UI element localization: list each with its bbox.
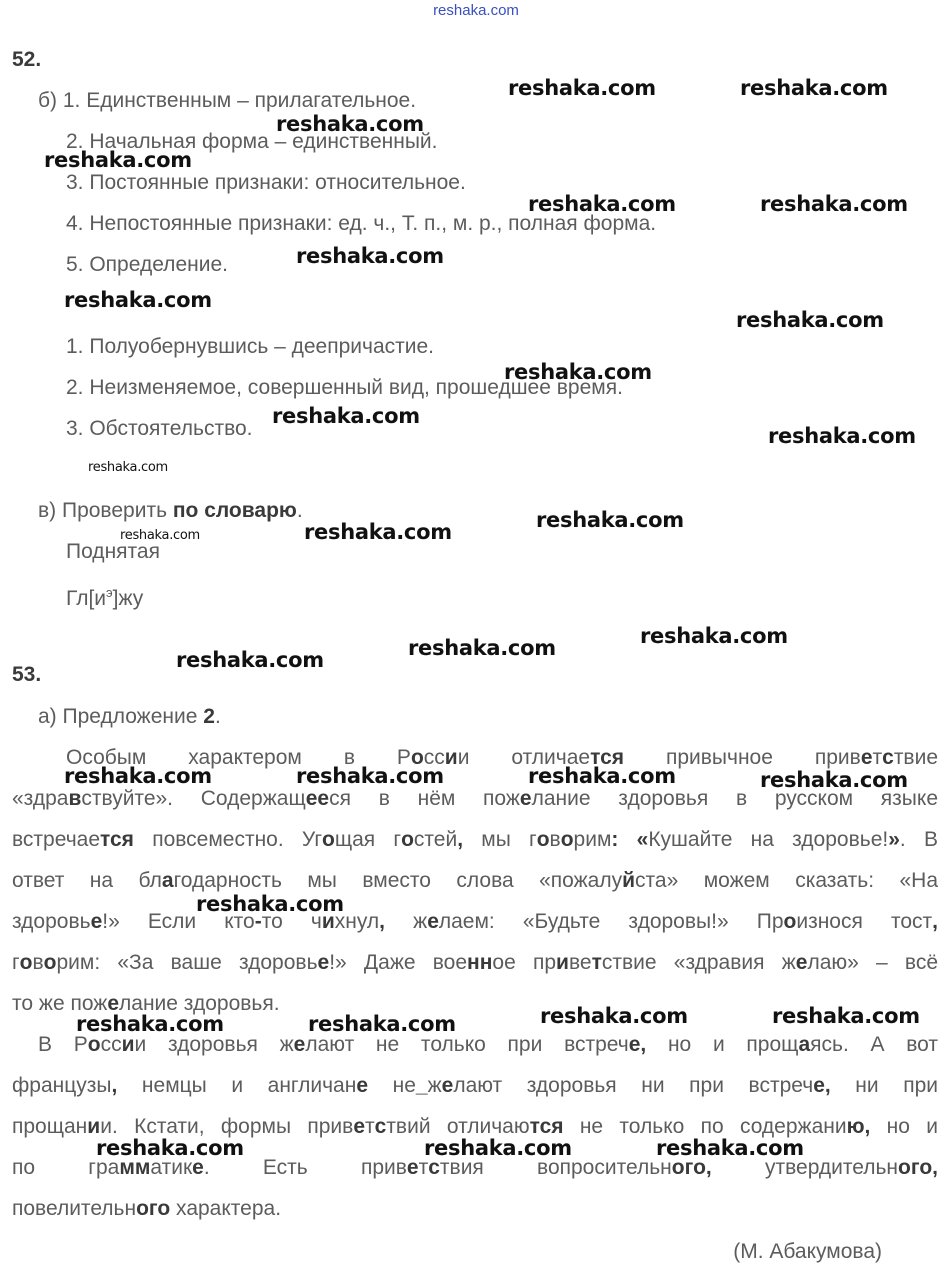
ex52-v-word-2-b: ]жу	[112, 587, 144, 610]
ex53-text-line: говорим: «За ваше здоровье!» Даже военное приветствие «здравия желаю» – всё	[12, 951, 938, 974]
watermark: reshaka.com	[540, 1004, 688, 1028]
watermark: reshaka.com	[304, 520, 452, 544]
ex52-b-line-1: б) 1. Единственным – прилагательное.	[38, 89, 417, 112]
ex52-b-line-3: 3. Постоянные признаки: относительное.	[66, 171, 466, 194]
watermark: reshaka.com	[640, 624, 788, 648]
ex52-b-line-4: 4. Непостоянные признаки: ед. ч., Т. п., м. р., полная форма.	[66, 212, 657, 235]
ex53-a-prefix: а) Предложение	[38, 705, 204, 728]
watermark: reshaka.com	[64, 764, 212, 788]
watermark: reshaka.com	[176, 648, 324, 672]
exercise-52-number: 52.	[12, 48, 42, 71]
ex53-text-line: «здравствуйте». Содержащееся в нём пожелание здоровья в русском языке	[12, 787, 939, 810]
author: (М. Абакумова)	[733, 1240, 882, 1263]
ex52-v-line	[38, 498, 303, 524]
ex53-text-line: Особым характером в России отличается привычное приветствие	[66, 746, 938, 769]
ex53-a-bold: 2	[203, 705, 215, 728]
ex53-text-line: то же пожелание здоровья.	[12, 992, 280, 1015]
ex53-text-line: прощании. Кстати, формы приветствий отличаются не только по содержанию, но и	[12, 1115, 938, 1138]
ex52-b-line-2: 2. Начальная форма – единственный.	[66, 130, 438, 153]
ex53-a-suffix: .	[214, 705, 221, 728]
watermark-small: reshaka.com	[120, 528, 200, 543]
watermark: reshaka.com	[308, 1012, 456, 1036]
ex52-v-prefix: в) Проверить	[38, 499, 173, 522]
ex53-text-line: по грамматике. Есть приветствия вопросительного, утвердительного,	[12, 1156, 938, 1179]
watermark: reshaka.com	[408, 636, 556, 660]
watermark: reshaka.com	[740, 76, 888, 100]
ex53-text-line: встречается повсеместно. Угощая гостей, мы говорим: «Кушайте на здоровье!». В	[12, 828, 938, 851]
ex53-text-line: В России здоровья желают не только при встрече, но и прощаясь. А вот	[38, 1033, 938, 1056]
ex52-v-word-2-a: Гл[и	[66, 587, 107, 610]
ex53-text-line: здоровье!» Если кто-то чихнул, желаем: «Будьте здоровы!» Произнося тост,	[12, 910, 938, 933]
watermark: reshaka.com	[656, 1136, 804, 1160]
watermark: reshaka.com	[276, 112, 424, 136]
ex52-v-bold: по словарю	[172, 499, 297, 522]
watermark: reshaka.com	[296, 244, 444, 268]
ex53-text-line: французы, немцы и англичане не_желают здоровья ни при встрече, ни при	[12, 1074, 938, 1097]
watermark: reshaka.com	[76, 1012, 224, 1036]
watermark-small: reshaka.com	[88, 460, 168, 475]
watermark: reshaka.com	[196, 892, 344, 916]
watermark: reshaka.com	[96, 1136, 244, 1160]
watermark: reshaka.com	[64, 288, 212, 312]
ex53-text-line: повелительного характера.	[12, 1197, 282, 1220]
watermark: reshaka.com	[272, 404, 420, 428]
ex52-b-line-5: 5. Определение.	[66, 253, 228, 276]
exercise-53-number: 53.	[12, 663, 42, 686]
ex52-c-line-3: 3. Обстоятельство.	[66, 417, 253, 440]
ex53-text-line: ответ на благодарность мы вместо слова «пожалуйста» можем сказать: «На	[12, 869, 938, 892]
header-watermark: reshaka.com	[433, 2, 519, 19]
watermark: reshaka.com	[44, 148, 192, 172]
watermark: reshaka.com	[296, 764, 444, 788]
watermark: reshaka.com	[424, 1136, 572, 1160]
ex53-a-line	[38, 704, 221, 730]
watermark: reshaka.com	[760, 768, 908, 792]
ex52-v-word-2	[66, 580, 143, 612]
watermark: reshaka.com	[736, 308, 884, 332]
watermark: reshaka.com	[536, 508, 684, 532]
watermark: reshaka.com	[528, 764, 676, 788]
watermark: reshaka.com	[768, 424, 916, 448]
watermark: reshaka.com	[760, 192, 908, 216]
watermark: reshaka.com	[528, 192, 676, 216]
watermark: reshaka.com	[504, 360, 652, 384]
ex52-v-suffix: .	[296, 499, 303, 522]
watermark: reshaka.com	[772, 1004, 920, 1028]
ex52-c-line-2: 2. Неизменяемое, совершенный вид, прошедшее время.	[66, 376, 623, 399]
watermark: reshaka.com	[508, 76, 656, 100]
ex52-c-line-1: 1. Полуобернувшись – деепричастие.	[66, 335, 434, 358]
ex52-v-word-2-sup: э	[106, 585, 113, 600]
ex52-v-word-1: Поднятая	[66, 540, 160, 563]
